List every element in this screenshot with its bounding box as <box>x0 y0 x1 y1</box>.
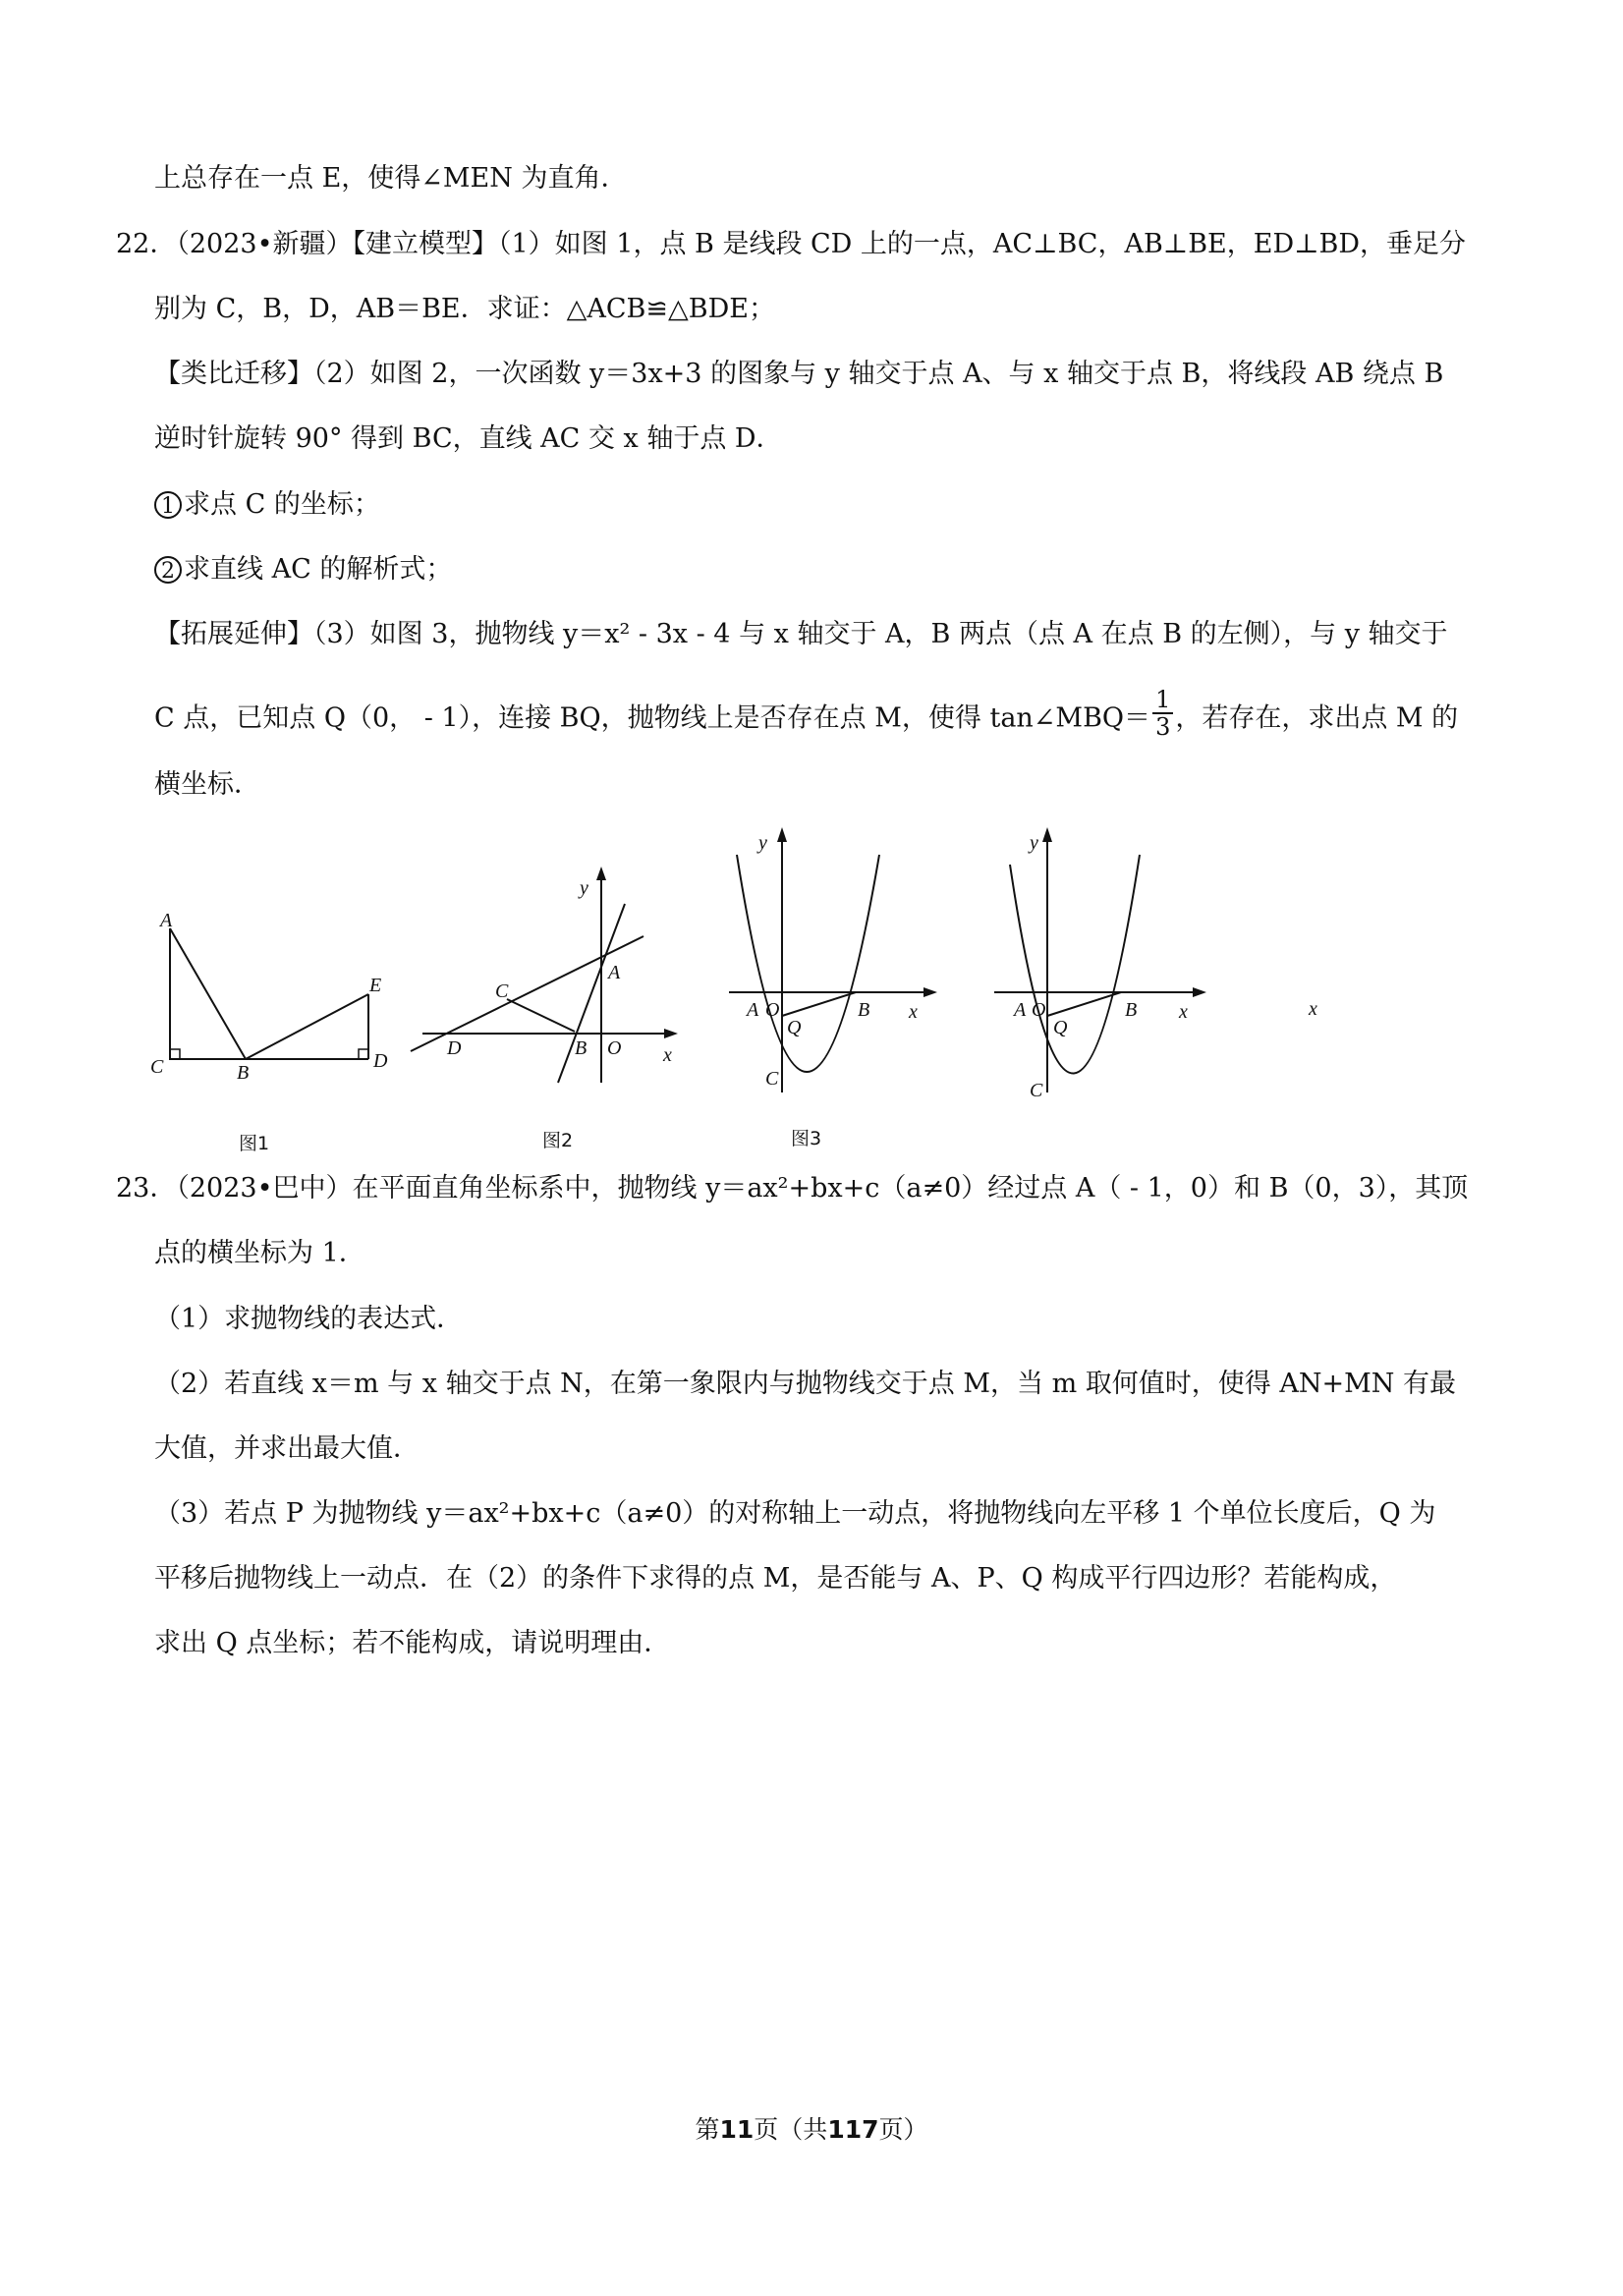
fig4-label-b: B <box>1125 999 1138 1021</box>
fig1-caption: 图1 <box>239 1133 270 1154</box>
q22-part1-text: 【建立模型】（1）如图 1，点 B 是线段 CD 上的一点，AC⊥BC，AB⊥BE，ED⊥BD，垂足分 <box>352 229 1466 259</box>
question-23-part-2a: （2）若直线 x＝m 与 x 轴交于点 N，在第一象限内与抛物线交于点 M，当 m 取何值时，使得 AN+MN 有最 <box>154 1369 1456 1399</box>
fig1-label-b: B <box>237 1062 250 1084</box>
question-23-part-3b: 平移后抛物线上一动点．在（2）的条件下求得的点 M，是否能与 A、P、Q 构成平行四边形？若能构成， <box>154 1563 1397 1594</box>
fig4-label-a: A <box>1014 999 1027 1021</box>
fig3-label-a: A <box>747 999 759 1021</box>
footer-middle: 页（共 <box>754 2115 828 2144</box>
question-23-part-3c: 求出 Q 点坐标；若不能构成，请说明理由． <box>154 1628 671 1658</box>
fig2-label-c: C <box>495 980 509 1002</box>
footer-total-pages: 117 <box>827 2115 879 2144</box>
footer-suffix: 页） <box>878 2115 928 2144</box>
footer-page-number: 11 <box>719 2115 755 2144</box>
figure-1 <box>150 910 388 1154</box>
q22-part3-text-a: C 点，已知点 Q（0， - 1），连接 BQ，抛物线上是否存在点 M，使得 tan∠MBQ＝ <box>154 702 1151 734</box>
fig3-label-b: B <box>858 999 870 1021</box>
fig3-label-o: O <box>765 999 780 1021</box>
fig4-label-y: y <box>1030 832 1038 854</box>
stray-x-label: x <box>1309 998 1317 1020</box>
q22-sub1-text: 求点 C 的坐标； <box>184 489 380 520</box>
footer-prefix: 第 <box>695 2115 720 2144</box>
figures-row <box>0 815 1623 1169</box>
fig3-label-c: C <box>765 1068 779 1090</box>
figure-2 <box>411 867 678 1151</box>
question-23-part-3a: （3）若点 P 为抛物线 y＝ax²+bx+c（a≠0）的对称轴上一动点，将抛物线向左平移 1 个单位长度后，Q 为 <box>154 1498 1436 1529</box>
question-22-line-8 <box>154 686 1459 746</box>
question-23-line-2: 点的横坐标为 1． <box>154 1238 365 1268</box>
fig2-label-d: D <box>447 1037 462 1059</box>
question-22-sub-2 <box>154 553 452 587</box>
fig2-label-b: B <box>575 1037 588 1059</box>
circled-number-1: 1 <box>154 491 182 519</box>
question-22-line-2: 别为 C，B，D，AB＝BE．求证：△ACB≌△BDE； <box>154 294 775 324</box>
fig3-label-x: x <box>909 1001 918 1023</box>
question-22-line-9: 横坐标． <box>154 769 260 800</box>
fig2-label-y: y <box>580 877 588 899</box>
question-23-part-2b: 大值，并求出最大值． <box>154 1433 420 1464</box>
fig2-label-x: x <box>663 1044 672 1066</box>
fig2-label-o: O <box>607 1037 622 1059</box>
q22-part3-text-b: ，若存在，求出点 M 的 <box>1175 702 1459 734</box>
circled-number-2: 2 <box>154 556 182 584</box>
fig1-label-a: A <box>160 910 173 931</box>
fig3-label-q: Q <box>787 1017 802 1038</box>
figure-3 <box>729 827 937 1149</box>
fraction-denominator: 3 <box>1155 713 1171 741</box>
fig3-label-y: y <box>758 832 767 854</box>
fig4-label-o: O <box>1032 999 1046 1021</box>
question-22-line-3: 【类比迁移】（2）如图 2，一次函数 y＝3x+3 的图象与 y 轴交于点 A、与 x 轴交于点 B，将线段 AB 绕点 B <box>154 359 1444 389</box>
fig1-label-e: E <box>369 975 382 996</box>
fig3-caption: 图3 <box>791 1128 822 1149</box>
fig4-label-c: C <box>1030 1080 1043 1101</box>
question-22-sub-1 <box>154 488 380 522</box>
continuation-line: 上总存在一点 E，使得∠MEN 为直角． <box>154 163 628 194</box>
fig4-label-q: Q <box>1053 1017 1068 1038</box>
q22-sub2-text: 求直线 AC 的解析式； <box>184 554 453 585</box>
question-23-part-1: （1）求抛物线的表达式． <box>154 1304 464 1334</box>
fraction-one-third <box>1152 687 1173 740</box>
question-22-line-4: 逆时针旋转 90° 得到 BC，直线 AC 交 x 轴于点 D． <box>154 423 783 454</box>
fig2-caption: 图2 <box>542 1130 574 1151</box>
question-23-line-1: 23．（2023•巴中）在平面直角坐标系中，抛物线 y＝ax²+bx+c（a≠0）经过点 A（ - 1，0）和 B（0，3），其顶 <box>116 1173 1469 1204</box>
question-22-line-1 <box>116 228 1466 261</box>
fig2-label-a: A <box>608 962 621 983</box>
fig4-label-x: x <box>1179 1001 1188 1023</box>
q22-source: 22．（2023•新疆） <box>116 229 353 259</box>
fig1-label-c: C <box>150 1056 164 1078</box>
question-22-line-7: 【拓展延伸】（3）如图 3，抛物线 y＝x² - 3x - 4 与 x 轴交于 A，B 两点（点 A 在点 B 的左侧），与 y 轴交于 <box>154 619 1448 649</box>
fraction-numerator: 1 <box>1152 687 1173 714</box>
fig1-label-d: D <box>373 1050 388 1072</box>
page-footer <box>0 2110 1623 2146</box>
figure-4 <box>994 827 1206 1101</box>
